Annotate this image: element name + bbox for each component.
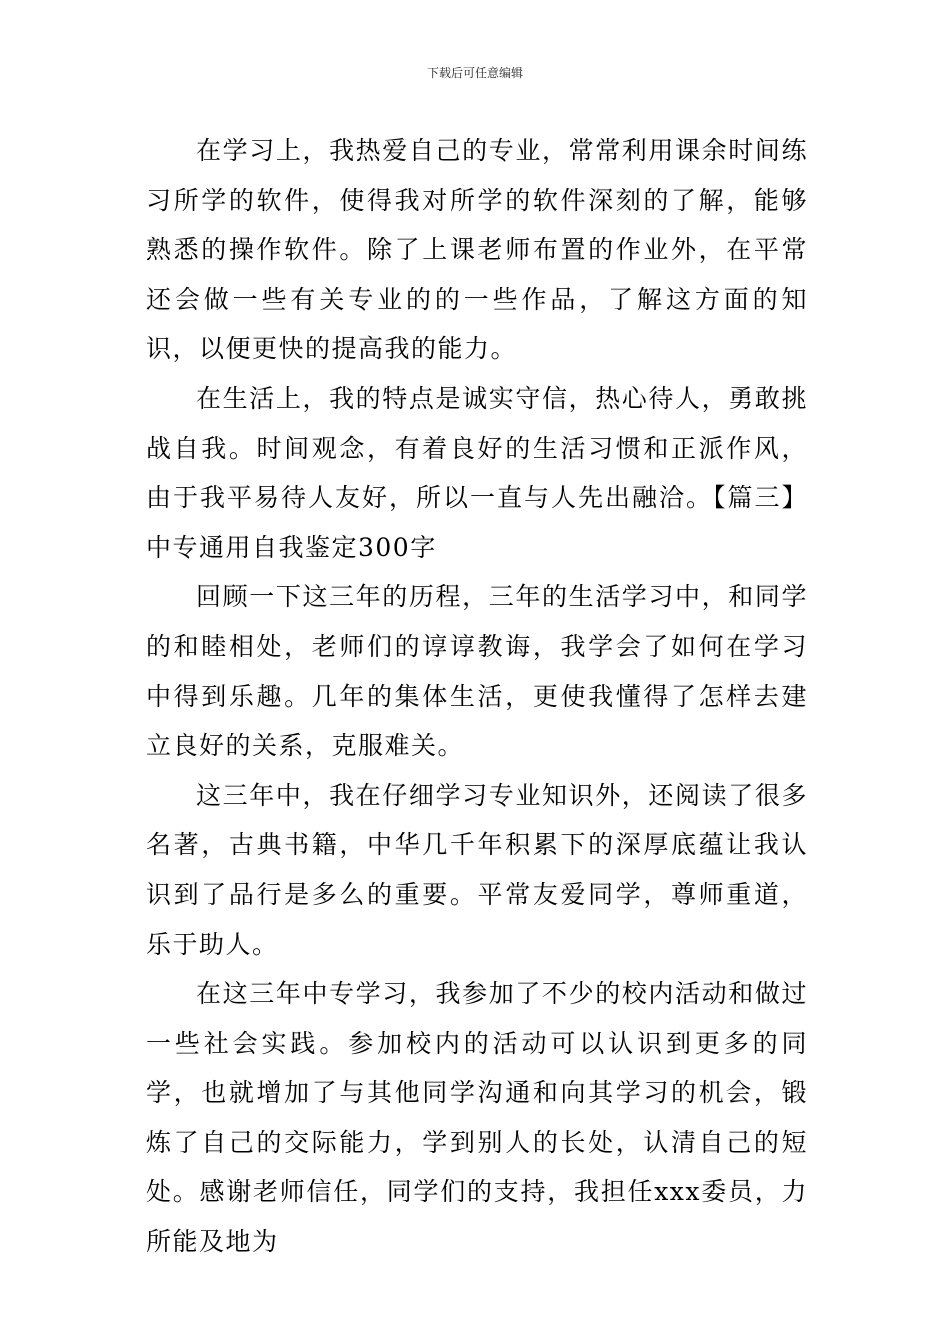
page-header: 下载后可任意编辑 xyxy=(426,66,523,80)
paragraph-life: 在生活上，我的特点是诚实守信，热心待人，勇敢挑战自我。时间观念，有着良好的生活习惯和正派作风，由于我平易待人友好，所以一直与人先出融洽。【篇三】中专通用自我鉴定300字 xyxy=(146,383,808,562)
paragraph-study: 在学习上，我热爱自己的专业，常常利用课余时间练习所学的软件，使得我对所学的软件深刻的了解，能够熟悉的操作软件。除了上课老师布置的作业外，在平常还会做一些有关专业的的一些作品，了解这方面的知识，以便更快的提高我的能力。 xyxy=(146,136,808,364)
document-body xyxy=(146,126,808,1267)
paragraph-activities: 在这三年中专学习，我参加了不少的校内活动和做过一些社会实践。参加校内的活动可以认识到更多的同学，也就增加了与其他同学沟通和向其学习的机会，锻炼了自己的交际能力，学到别人的长处，认清自己的短处。感谢老师信任，同学们的支持，我担任xxx委员，力所能及地为 xyxy=(146,979,808,1257)
paragraph-review: 回顾一下这三年的历程，三年的生活学习中，和同学的和睦相处，老师们的谆谆教诲，我学会了如何在学习中得到乐趣。几年的集体生活，更使我懂得了怎样去建立良好的关系，克服难关。 xyxy=(146,582,808,761)
paragraph-reading: 这三年中，我在仔细学习专业知识外，还阅读了很多名著，古典书籍，中华几千年积累下的深厚底蕴让我认识到了品行是多么的重要。平常友爱同学，尊师重道，乐于助人。 xyxy=(146,780,808,959)
